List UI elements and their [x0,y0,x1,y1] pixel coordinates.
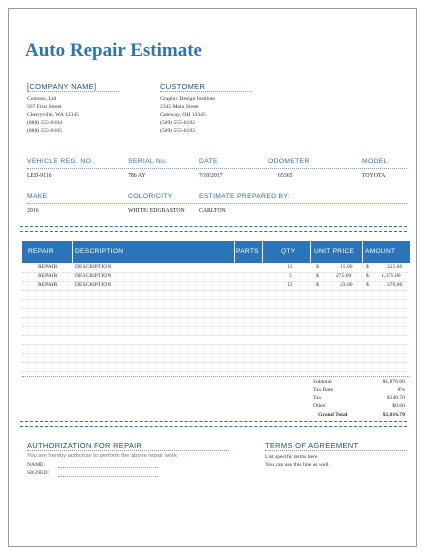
table-row-empty [22,362,410,372]
row-currency: $ [316,273,319,279]
row-unit-price: 275.00 [336,273,352,279]
row-qty: 12 [287,282,293,288]
prepared-by-value: CARLTON [199,208,226,214]
page-title: Auto Repair Estimate [25,40,202,61]
grand-total-label: Grand Total [318,412,348,418]
row-repair: REPAIR [38,264,58,270]
header-separator [262,241,263,263]
row-currency: $ [366,282,369,288]
row-amount: 1,375.00 [381,273,401,279]
tax-rate-label: Tax Rate [313,387,333,393]
grand-total-value: $2,016.70 [382,412,405,418]
row-repair: REPAIR [38,282,58,288]
header-parts: PARTS [236,248,259,255]
row-amount: 225.00 [387,264,403,270]
subtotal-label: Subtotal [313,379,332,385]
tax-label: Tax [313,395,322,401]
section-divider [20,421,407,427]
divider [27,168,407,169]
terms-line-2: You can use this line as well. [265,462,330,468]
header-separator [72,241,73,263]
other-label: Other [313,403,326,409]
make-value: 2016 [27,208,39,214]
company-line: 567 First Street [27,104,62,110]
model-value: TOYOTA [362,173,386,179]
serial-label: SERIAL No. [128,158,168,165]
customer-line: Gateway, OH 12345 [160,112,206,118]
vehicle-reg-value: LED-9116 [27,173,52,179]
row-repair: REPAIR [38,273,58,279]
header-repair: REPAIR [28,248,54,255]
divider [27,203,407,204]
terms-heading: TERMS OF AGREEMENT [265,441,359,450]
row-description: DESCRIPTION [75,273,112,279]
row-unit-price: 23.00 [340,282,353,288]
company-heading: [COMPANY NAME] [27,82,97,91]
row-amount: 276.00 [387,282,403,288]
divider [27,91,119,92]
terms-line-1: List specific terms here. [265,454,319,460]
row-description: DESCRIPTION [75,282,112,288]
row-qty: 5 [289,273,292,279]
customer-line: Graphic Design Institute [160,96,215,102]
company-line: (888) 555-0104 [27,120,62,126]
customer-heading: CUSTOMER [160,82,206,91]
header-separator [362,241,363,263]
model-label: MODEL [362,158,388,165]
company-line: (888) 555-0105 [27,128,62,134]
signed-label: SIGNED: [27,470,50,476]
color-label: COLOR/CITY [128,193,173,200]
other-value: $0.00 [392,403,405,409]
date-value: 7/10/2017 [199,173,223,179]
vehicle-reg-label: VEHICLE REG. NO. [27,158,94,165]
prepared-by-label: ESTIMATE PREPARED BY: [199,193,291,200]
row-unit-price: 15.00 [340,264,353,270]
header-unit-price: UNIT PRICE [314,248,355,255]
header-separator [310,241,311,263]
row-qty: 15 [287,264,293,270]
row-description: DESCRIPTION [75,264,112,270]
tax-rate-value: 8% [397,387,405,393]
section-divider [20,226,407,232]
odometer-value: 65365 [278,173,293,179]
color-value: WHITE/ EDGBASTON [128,208,185,214]
name-label: NAME: [27,462,46,468]
customer-line: (509) 555-0193 [160,128,195,134]
divider [160,91,252,92]
customer-address [160,95,215,135]
date-label: DATE [199,158,218,165]
serial-value: 786 AY [128,173,146,179]
header-separator [234,241,235,263]
row-currency: $ [316,282,319,288]
row-currency: $ [316,264,319,270]
subtotal-value: $1,876.00 [382,379,405,385]
table-bottom-line [22,376,410,377]
company-address [27,95,79,135]
row-currency: $ [366,273,369,279]
name-signature-line[interactable] [58,467,158,468]
customer-line: 2345 Main Street [160,104,199,110]
company-line: Contoso, Ltd [27,96,57,102]
odometer-label: ODOMETER [268,158,310,165]
header-qty: QTY [281,248,296,255]
tax-value: $140.70 [386,395,405,401]
header-description: DESCRIPTION [75,248,124,255]
authorization-text: You are hereby authorize to perform the above repair work [27,453,177,459]
company-line: Cherryville, WA 12345 [27,112,79,118]
divider [27,450,229,451]
divider [265,450,407,451]
authorization-heading: AUTHORIZATION FOR REPAIR [27,441,143,450]
row-currency: $ [366,264,369,270]
customer-line: (509) 555-0192 [160,120,195,126]
make-label: MAKE [27,193,48,200]
signed-signature-line[interactable] [58,476,158,477]
header-amount: AMOUNT [365,248,396,255]
